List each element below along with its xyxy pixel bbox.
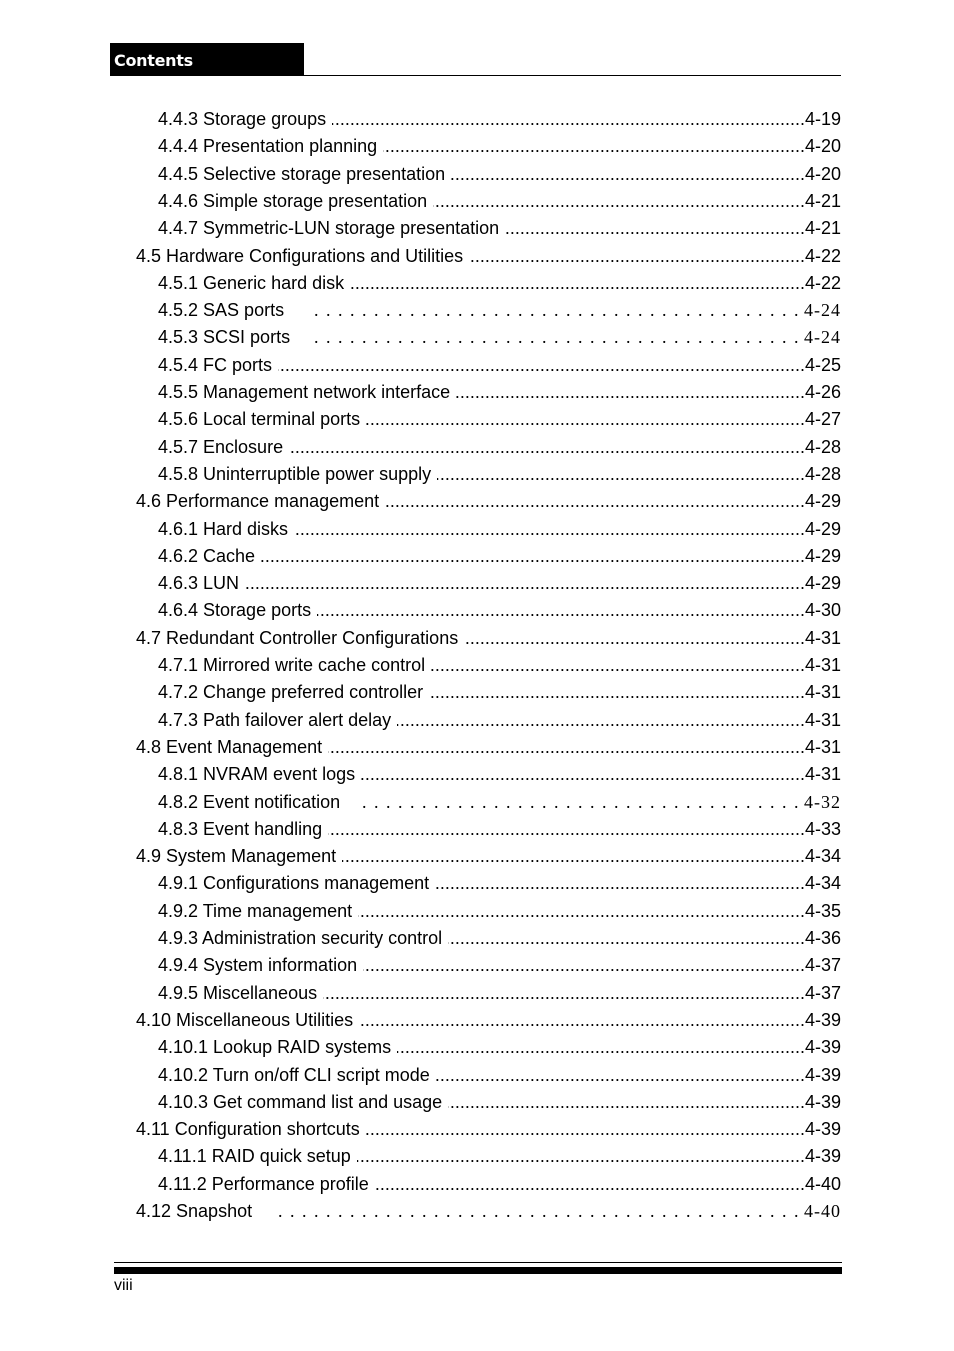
toc-entry-title: 4.10.2 Turn on/off CLI script mode [158, 1064, 430, 1085]
toc-entry-title: 4.5.5 Management network interface [158, 382, 451, 402]
dot-leader [361, 761, 805, 788]
toc-entry-page: 4-30 [804, 600, 841, 621]
toc-entry-page: 4-25 [804, 354, 841, 375]
dot-leader [464, 625, 805, 652]
toc-entry[interactable] [158, 789, 841, 816]
toc-entry-page: 4-37 [804, 955, 841, 976]
toc-entry[interactable] [158, 352, 841, 379]
toc-entry-page: 4-29 [804, 491, 841, 512]
dot-leader [436, 1062, 805, 1089]
toc-entry[interactable] [158, 516, 841, 543]
dot-leader [448, 1089, 805, 1116]
dot-leader [362, 789, 800, 816]
toc-entry-title: 4.4.7 Symmetric-LUN storage presentation [158, 218, 500, 239]
dot-leader [366, 1116, 805, 1143]
dot-leader [357, 1143, 805, 1170]
toc-entry[interactable] [158, 570, 841, 597]
dot-leader [317, 597, 805, 624]
toc-entry[interactable] [158, 925, 841, 952]
toc-entry-page: 4-39 [804, 1009, 841, 1030]
toc-entry[interactable] [158, 188, 841, 215]
toc-entry-page: 4-26 [804, 382, 841, 402]
dot-leader [294, 516, 805, 543]
dot-leader [278, 352, 805, 379]
dot-leader [366, 406, 805, 433]
toc-entry-page: 4-40 [804, 1173, 841, 1194]
toc-entry-page: 4-28 [804, 463, 841, 484]
toc-entry-title: 4.9.5 Miscellaneous [158, 982, 318, 1003]
toc-entry-page: 4-29 [804, 518, 841, 539]
toc-entry[interactable] [136, 1007, 841, 1034]
dot-leader [245, 570, 805, 597]
toc-entry[interactable] [158, 133, 841, 160]
toc-entry-title: 4.5.7 Enclosure [158, 436, 284, 457]
toc-entry[interactable] [158, 679, 841, 706]
toc-entry[interactable] [158, 1034, 841, 1061]
toc-entry[interactable] [158, 1089, 841, 1116]
toc-entry[interactable] [158, 543, 841, 570]
toc-entry-page: 4-22 [804, 272, 841, 293]
dot-leader [350, 270, 805, 297]
dot-leader [328, 734, 805, 761]
dot-leader [433, 188, 805, 215]
toc-entry-title: 4.10.1 Lookup RAID systems [158, 1037, 392, 1058]
toc-entry[interactable] [158, 1171, 841, 1198]
page-number: viii [114, 1277, 133, 1294]
toc-entry[interactable] [158, 270, 841, 297]
toc-entry-title: 4.6.4 Storage ports [158, 600, 312, 621]
toc-entry[interactable] [158, 898, 841, 925]
toc-entry[interactable] [158, 297, 841, 324]
toc-entry[interactable] [136, 734, 841, 761]
dot-leader [289, 434, 805, 461]
dot-leader [332, 106, 805, 133]
toc-entry-title: 4.8.2 Event notification [158, 791, 341, 812]
dot-leader [505, 215, 805, 242]
toc-entry-page: 4-20 [804, 136, 841, 157]
toc-entry-page: 4-36 [804, 928, 841, 948]
dot-leader [274, 1198, 800, 1225]
dot-leader [312, 324, 800, 351]
dot-leader [261, 543, 805, 570]
toc-entry-title: 4.5.8 Uninterruptible power supply [158, 463, 432, 484]
dot-leader [385, 488, 805, 515]
toc-entry-page: 4-39 [804, 1064, 841, 1085]
toc-entry-title: 4.11 Configuration shortcuts [136, 1119, 360, 1140]
toc-entry-page: 4-21 [804, 190, 841, 211]
toc-entry-title: 4.9.2 Time management [158, 900, 353, 921]
toc-entry[interactable] [136, 625, 841, 652]
dot-leader [306, 297, 800, 324]
toc-entry-page: 4-24 [804, 300, 841, 321]
dot-leader [397, 707, 805, 734]
dot-leader [328, 816, 805, 843]
toc-entry-page: 4-22 [804, 245, 841, 266]
toc-entry-page: 4-31 [804, 655, 841, 675]
toc-entry-title: 4.5.1 Generic hard disk [158, 272, 345, 293]
toc-entry-title: 4.4.3 Storage groups [158, 109, 327, 129]
toc-entry-title: 4.6 Performance management [136, 491, 380, 512]
toc-entry-page: 4-20 [804, 163, 841, 184]
toc-entry-title: 4.6.2 Cache [158, 545, 256, 566]
toc-entry[interactable] [158, 1062, 841, 1089]
header-rule [110, 75, 841, 76]
toc-entry-title: 4.7.1 Mirrored write cache control [158, 655, 426, 675]
toc-entry[interactable] [158, 1143, 841, 1170]
toc-entry-title: 4.5.4 FC ports [158, 354, 273, 375]
toc-entry-title: 4.6.1 Hard disks [158, 518, 289, 539]
toc-entry[interactable] [158, 461, 841, 488]
dot-leader [429, 679, 805, 706]
toc-entry[interactable] [158, 761, 841, 788]
toc-entry[interactable] [158, 870, 841, 897]
dot-leader [456, 379, 805, 406]
footer-rule-thick [114, 1267, 842, 1274]
toc-entry-page: 4-32 [804, 791, 841, 812]
toc-entry-page: 4-35 [804, 900, 841, 921]
toc-entry-title: 4.11.1 RAID quick setup [158, 1146, 351, 1167]
dot-leader [323, 980, 805, 1007]
toc-entry-page: 4-31 [804, 709, 841, 730]
dot-leader [397, 1034, 805, 1061]
toc-entry[interactable] [158, 652, 841, 679]
dot-leader [375, 1171, 805, 1198]
toc-entry[interactable] [158, 707, 841, 734]
toc-entry-page: 4-37 [804, 982, 841, 1003]
toc-entry[interactable] [136, 488, 841, 515]
toc-entry-title: 4.5 Hardware Configurations and Utilities [136, 245, 464, 266]
toc-entry-title: 4.5.6 Local terminal ports [158, 409, 361, 430]
toc-entry[interactable] [136, 843, 841, 870]
dot-leader [358, 898, 805, 925]
toc-entry-page: 4-39 [804, 1037, 841, 1058]
toc-entry-title: 4.4.4 Presentation planning [158, 136, 378, 157]
dot-leader [342, 843, 805, 870]
toc-entry-title: 4.8.3 Event handling [158, 818, 323, 839]
toc-entry[interactable] [136, 1198, 841, 1225]
dot-leader [448, 925, 805, 952]
toc-entry[interactable] [158, 379, 841, 406]
dot-leader [451, 161, 805, 188]
toc-entry-page: 4-29 [804, 573, 841, 594]
toc-entry-title: 4.4.6 Simple storage presentation [158, 190, 428, 211]
toc-entry[interactable] [158, 215, 841, 242]
toc-entry-title: 4.9.4 System information [158, 955, 358, 976]
toc-entry-title: 4.11.2 Performance profile [158, 1173, 369, 1194]
toc-entry[interactable] [158, 952, 841, 979]
dot-leader [363, 952, 805, 979]
toc-entry-title: 4.9.1 Configurations management [158, 873, 430, 894]
toc-entry-page: 4-31 [804, 736, 841, 757]
toc-entry-title: 4.7 Redundant Controller Configurations [136, 627, 459, 648]
toc-entry-title: 4.9 System Management [136, 846, 337, 867]
toc-entry-title: 4.9.3 Administration security control [158, 928, 443, 948]
footer-rule-thin [114, 1262, 842, 1263]
toc-entry-page: 4-29 [804, 545, 841, 566]
contents-header [110, 43, 304, 75]
dot-leader [469, 243, 805, 270]
toc-entry[interactable] [158, 816, 841, 843]
toc-entry-title: 4.10 Miscellaneous Utilities [136, 1009, 354, 1030]
toc-entry-page: 4-34 [804, 846, 841, 867]
toc-entry-title: 4.7.3 Path failover alert delay [158, 709, 392, 730]
header-title: Contents [114, 51, 193, 70]
toc-entry-page: 4-31 [804, 627, 841, 648]
toc-entry-title: 4.5.3 SCSI ports [158, 327, 291, 348]
toc-entry-title: 4.12 Snapshot [136, 1201, 253, 1221]
toc-entry-page: 4-39 [804, 1146, 841, 1167]
dot-leader [383, 133, 805, 160]
toc-entry-page: 4-40 [804, 1201, 841, 1221]
toc-entry-title: 4.5.2 SAS ports [158, 300, 285, 321]
toc-entry-page: 4-39 [804, 1119, 841, 1140]
dot-leader [431, 652, 805, 679]
toc-entry-page: 4-28 [804, 436, 841, 457]
toc-entry-page: 4-33 [804, 818, 841, 839]
toc-entry-page: 4-31 [804, 764, 841, 785]
toc-entry[interactable] [158, 161, 841, 188]
toc-entry-title: 4.7.2 Change preferred controller [158, 682, 424, 703]
toc-entry[interactable] [158, 406, 841, 433]
dot-leader [435, 870, 805, 897]
dot-leader [437, 461, 805, 488]
toc-entry-page: 4-24 [804, 327, 841, 348]
toc-entry[interactable] [158, 980, 841, 1007]
toc-entry[interactable] [158, 106, 841, 133]
toc-entry-page: 4-21 [804, 218, 841, 239]
toc-entry[interactable] [158, 434, 841, 461]
toc-entry-page: 4-39 [804, 1091, 841, 1112]
toc-entry-title: 4.8 Event Management [136, 736, 323, 757]
toc-entry-page: 4-19 [804, 109, 841, 129]
toc-entry-title: 4.6.3 LUN [158, 573, 240, 594]
toc-entry[interactable] [136, 243, 841, 270]
toc-entry-page: 4-31 [804, 682, 841, 703]
toc-entry-page: 4-27 [804, 409, 841, 430]
toc-entry-page: 4-34 [804, 873, 841, 894]
toc-entry[interactable] [158, 324, 841, 351]
toc-entry-title: 4.8.1 NVRAM event logs [158, 764, 356, 785]
toc-entry[interactable] [158, 597, 841, 624]
dot-leader [359, 1007, 805, 1034]
toc-entry-title: 4.10.3 Get command list and usage [158, 1091, 443, 1112]
toc-entry-title: 4.4.5 Selective storage presentation [158, 163, 446, 184]
toc-entry[interactable] [136, 1116, 841, 1143]
